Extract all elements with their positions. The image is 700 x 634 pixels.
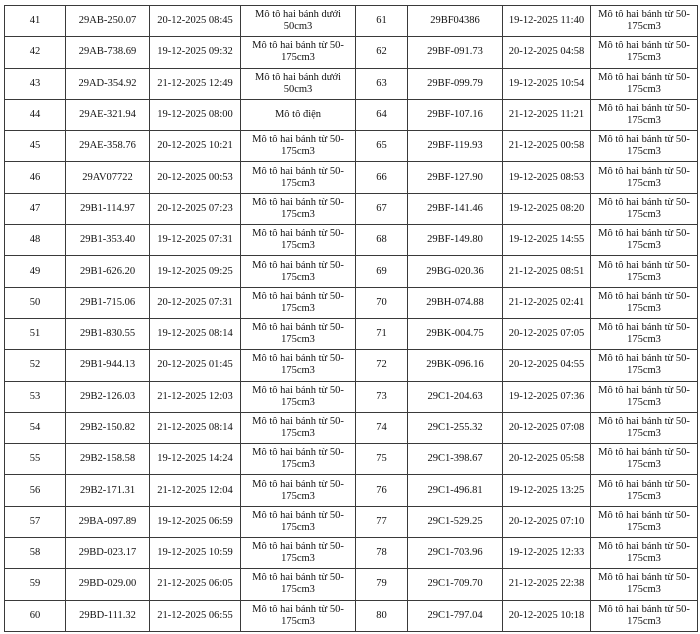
left-type-cell: Mô tô hai bánh từ 50-175cm3 [241,600,356,631]
left-plate-cell: 29AB-738.69 [66,37,150,68]
table-row [5,381,698,412]
left-stt-cell: 45 [5,131,66,162]
right-type-cell: Mô tô hai bánh từ 50-175cm3 [591,37,698,68]
left-plate-cell: 29B2-150.82 [66,412,150,443]
left-plate-cell: 29AB-250.07 [66,6,150,37]
right-stt-cell: 70 [356,287,408,318]
left-stt-cell: 54 [5,412,66,443]
left-type-cell: Mô tô điện [241,99,356,130]
right-plate-cell: 29BF-141.46 [408,193,503,224]
table-row [5,444,698,475]
left-type-cell: Mô tô hai bánh từ 50-175cm3 [241,444,356,475]
right-time-cell: 20-12-2025 07:05 [503,318,591,349]
right-time-cell: 20-12-2025 07:08 [503,412,591,443]
right-time-cell: 21-12-2025 11:21 [503,99,591,130]
left-stt-cell: 47 [5,193,66,224]
right-time-cell: 19-12-2025 13:25 [503,475,591,506]
right-time-cell: 20-12-2025 10:18 [503,600,591,631]
right-type-cell: Mô tô hai bánh từ 50-175cm3 [591,475,698,506]
left-type-cell: Mô tô hai bánh từ 50-175cm3 [241,193,356,224]
left-stt-cell: 59 [5,569,66,600]
right-time-cell: 21-12-2025 22:38 [503,569,591,600]
right-stt-cell: 79 [356,569,408,600]
table-row [5,350,698,381]
right-type-cell: Mô tô hai bánh từ 50-175cm3 [591,6,698,37]
right-time-cell: 21-12-2025 02:41 [503,287,591,318]
right-type-cell: Mô tô hai bánh từ 50-175cm3 [591,318,698,349]
right-plate-cell: 29BF-107.16 [408,99,503,130]
left-plate-cell: 29AE-358.76 [66,131,150,162]
left-time-cell: 20-12-2025 01:45 [150,350,241,381]
right-stt-cell: 75 [356,444,408,475]
right-plate-cell: 29BF-099.79 [408,68,503,99]
right-type-cell: Mô tô hai bánh từ 50-175cm3 [591,131,698,162]
right-plate-cell: 29BF-127.90 [408,162,503,193]
left-time-cell: 20-12-2025 00:53 [150,162,241,193]
right-stt-cell: 64 [356,99,408,130]
right-type-cell: Mô tô hai bánh từ 50-175cm3 [591,569,698,600]
left-type-cell: Mô tô hai bánh từ 50-175cm3 [241,162,356,193]
left-time-cell: 19-12-2025 10:59 [150,538,241,569]
right-type-cell: Mô tô hai bánh từ 50-175cm3 [591,600,698,631]
left-plate-cell: 29B1-830.55 [66,318,150,349]
right-type-cell: Mô tô hai bánh từ 50-175cm3 [591,225,698,256]
right-type-cell: Mô tô hai bánh từ 50-175cm3 [591,68,698,99]
left-time-cell: 19-12-2025 08:00 [150,99,241,130]
left-plate-cell: 29B2-158.58 [66,444,150,475]
left-type-cell: Mô tô hai bánh từ 50-175cm3 [241,131,356,162]
right-stt-cell: 72 [356,350,408,381]
right-plate-cell: 29C1-204.63 [408,381,503,412]
left-type-cell: Mô tô hai bánh từ 50-175cm3 [241,475,356,506]
left-time-cell: 19-12-2025 09:25 [150,256,241,287]
right-time-cell: 19-12-2025 08:20 [503,193,591,224]
table-row [5,569,698,600]
table-body [5,6,698,632]
table-row [5,6,698,37]
left-stt-cell: 43 [5,68,66,99]
right-plate-cell: 29C1-255.32 [408,412,503,443]
left-plate-cell: 29AD-354.92 [66,68,150,99]
left-time-cell: 19-12-2025 14:24 [150,444,241,475]
left-stt-cell: 44 [5,99,66,130]
right-stt-cell: 67 [356,193,408,224]
right-plate-cell: 29BG-020.36 [408,256,503,287]
right-stt-cell: 62 [356,37,408,68]
right-stt-cell: 73 [356,381,408,412]
right-plate-cell: 29BF-091.73 [408,37,503,68]
violation-table [4,5,698,632]
table-row [5,193,698,224]
left-type-cell: Mô tô hai bánh từ 50-175cm3 [241,350,356,381]
left-time-cell: 21-12-2025 06:05 [150,569,241,600]
left-plate-cell: 29B1-353.40 [66,225,150,256]
left-stt-cell: 52 [5,350,66,381]
right-time-cell: 19-12-2025 11:40 [503,6,591,37]
right-plate-cell: 29C1-529.25 [408,506,503,537]
table-row [5,287,698,318]
right-type-cell: Mô tô hai bánh từ 50-175cm3 [591,538,698,569]
left-stt-cell: 56 [5,475,66,506]
right-type-cell: Mô tô hai bánh từ 50-175cm3 [591,287,698,318]
left-time-cell: 19-12-2025 06:59 [150,506,241,537]
right-stt-cell: 69 [356,256,408,287]
left-time-cell: 20-12-2025 10:21 [150,131,241,162]
left-time-cell: 21-12-2025 12:49 [150,68,241,99]
left-plate-cell: 29B1-944.13 [66,350,150,381]
table-row [5,68,698,99]
left-plate-cell: 29BD-023.17 [66,538,150,569]
right-stt-cell: 61 [356,6,408,37]
left-time-cell: 20-12-2025 07:23 [150,193,241,224]
right-time-cell: 21-12-2025 08:51 [503,256,591,287]
left-plate-cell: 29BA-097.89 [66,506,150,537]
table-row [5,538,698,569]
right-time-cell: 19-12-2025 07:36 [503,381,591,412]
left-plate-cell: 29B1-715.06 [66,287,150,318]
left-stt-cell: 46 [5,162,66,193]
left-plate-cell: 29BD-111.32 [66,600,150,631]
left-time-cell: 20-12-2025 08:45 [150,6,241,37]
right-stt-cell: 77 [356,506,408,537]
right-plate-cell: 29BF-119.93 [408,131,503,162]
right-plate-cell: 29BF-149.80 [408,225,503,256]
left-plate-cell: 29AV07722 [66,162,150,193]
left-plate-cell: 29B1-626.20 [66,256,150,287]
right-plate-cell: 29C1-709.70 [408,569,503,600]
right-stt-cell: 63 [356,68,408,99]
left-time-cell: 21-12-2025 06:55 [150,600,241,631]
right-plate-cell: 29BK-096.16 [408,350,503,381]
right-time-cell: 19-12-2025 12:33 [503,538,591,569]
left-stt-cell: 55 [5,444,66,475]
left-stt-cell: 42 [5,37,66,68]
left-stt-cell: 53 [5,381,66,412]
table-row [5,412,698,443]
right-type-cell: Mô tô hai bánh từ 50-175cm3 [591,256,698,287]
right-type-cell: Mô tô hai bánh từ 50-175cm3 [591,506,698,537]
left-stt-cell: 50 [5,287,66,318]
right-time-cell: 20-12-2025 04:55 [503,350,591,381]
table-row [5,506,698,537]
left-time-cell: 20-12-2025 07:31 [150,287,241,318]
left-time-cell: 21-12-2025 12:03 [150,381,241,412]
right-time-cell: 20-12-2025 04:58 [503,37,591,68]
right-type-cell: Mô tô hai bánh từ 50-175cm3 [591,381,698,412]
left-plate-cell: 29B2-126.03 [66,381,150,412]
right-type-cell: Mô tô hai bánh từ 50-175cm3 [591,444,698,475]
left-type-cell: Mô tô hai bánh từ 50-175cm3 [241,412,356,443]
left-plate-cell: 29B1-114.97 [66,193,150,224]
right-stt-cell: 78 [356,538,408,569]
left-time-cell: 19-12-2025 09:32 [150,37,241,68]
left-time-cell: 19-12-2025 08:14 [150,318,241,349]
left-type-cell: Mô tô hai bánh từ 50-175cm3 [241,506,356,537]
right-time-cell: 20-12-2025 05:58 [503,444,591,475]
left-type-cell: Mô tô hai bánh từ 50-175cm3 [241,287,356,318]
left-type-cell: Mô tô hai bánh từ 50-175cm3 [241,538,356,569]
left-type-cell: Mô tô hai bánh từ 50-175cm3 [241,225,356,256]
table-row [5,37,698,68]
left-plate-cell: 29B2-171.31 [66,475,150,506]
left-stt-cell: 58 [5,538,66,569]
right-time-cell: 21-12-2025 00:58 [503,131,591,162]
table-row [5,318,698,349]
left-type-cell: Mô tô hai bánh từ 50-175cm3 [241,256,356,287]
table-row [5,475,698,506]
right-stt-cell: 71 [356,318,408,349]
left-stt-cell: 51 [5,318,66,349]
left-type-cell: Mô tô hai bánh dưới 50cm3 [241,6,356,37]
right-time-cell: 19-12-2025 08:53 [503,162,591,193]
left-plate-cell: 29BD-029.00 [66,569,150,600]
left-stt-cell: 60 [5,600,66,631]
right-plate-cell: 29C1-703.96 [408,538,503,569]
right-plate-cell: 29C1-797.04 [408,600,503,631]
right-stt-cell: 76 [356,475,408,506]
left-type-cell: Mô tô hai bánh dưới 50cm3 [241,68,356,99]
left-time-cell: 21-12-2025 12:04 [150,475,241,506]
right-stt-cell: 65 [356,131,408,162]
left-time-cell: 21-12-2025 08:14 [150,412,241,443]
right-type-cell: Mô tô hai bánh từ 50-175cm3 [591,412,698,443]
left-stt-cell: 57 [5,506,66,537]
right-plate-cell: 29C1-496.81 [408,475,503,506]
right-time-cell: 19-12-2025 14:55 [503,225,591,256]
left-type-cell: Mô tô hai bánh từ 50-175cm3 [241,381,356,412]
right-type-cell: Mô tô hai bánh từ 50-175cm3 [591,162,698,193]
left-type-cell: Mô tô hai bánh từ 50-175cm3 [241,318,356,349]
right-time-cell: 20-12-2025 07:10 [503,506,591,537]
right-plate-cell: 29BF04386 [408,6,503,37]
left-stt-cell: 49 [5,256,66,287]
right-plate-cell: 29BH-074.88 [408,287,503,318]
right-stt-cell: 80 [356,600,408,631]
left-stt-cell: 48 [5,225,66,256]
table-row [5,162,698,193]
right-stt-cell: 68 [356,225,408,256]
table-row [5,256,698,287]
table-row [5,225,698,256]
right-stt-cell: 74 [356,412,408,443]
right-time-cell: 19-12-2025 10:54 [503,68,591,99]
right-type-cell: Mô tô hai bánh từ 50-175cm3 [591,350,698,381]
table-row [5,131,698,162]
table-row [5,600,698,631]
right-type-cell: Mô tô hai bánh từ 50-175cm3 [591,99,698,130]
left-type-cell: Mô tô hai bánh từ 50-175cm3 [241,569,356,600]
right-plate-cell: 29BK-004.75 [408,318,503,349]
left-time-cell: 19-12-2025 07:31 [150,225,241,256]
left-stt-cell: 41 [5,6,66,37]
left-plate-cell: 29AE-321.94 [66,99,150,130]
right-plate-cell: 29C1-398.67 [408,444,503,475]
left-type-cell: Mô tô hai bánh từ 50-175cm3 [241,37,356,68]
table-row [5,99,698,130]
right-type-cell: Mô tô hai bánh từ 50-175cm3 [591,193,698,224]
right-stt-cell: 66 [356,162,408,193]
